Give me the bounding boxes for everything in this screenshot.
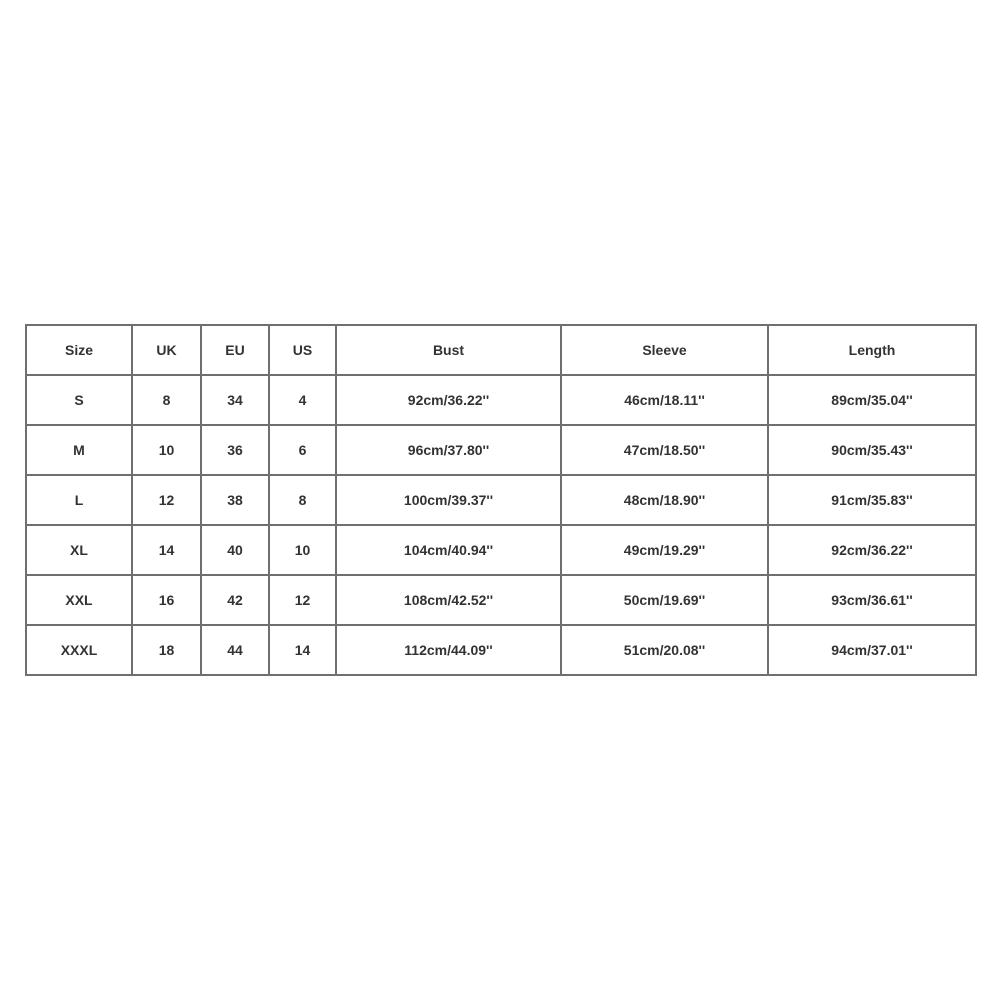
table-row	[26, 525, 976, 575]
table-row	[26, 625, 976, 675]
cell-length: 89cm/35.04''	[768, 375, 976, 425]
cell-eu: 44	[201, 625, 269, 675]
cell-us: 4	[269, 375, 336, 425]
cell-us: 8	[269, 475, 336, 525]
cell-us: 14	[269, 625, 336, 675]
cell-eu: 42	[201, 575, 269, 625]
cell-uk: 8	[132, 375, 201, 425]
cell-eu: 36	[201, 425, 269, 475]
cell-size: M	[26, 425, 132, 475]
cell-length: 94cm/37.01''	[768, 625, 976, 675]
table-row	[26, 425, 976, 475]
cell-bust: 112cm/44.09''	[336, 625, 561, 675]
header-bust: Bust	[336, 325, 561, 375]
cell-uk: 12	[132, 475, 201, 525]
cell-bust: 96cm/37.80''	[336, 425, 561, 475]
cell-sleeve: 49cm/19.29''	[561, 525, 768, 575]
cell-eu: 38	[201, 475, 269, 525]
cell-us: 10	[269, 525, 336, 575]
cell-sleeve: 51cm/20.08''	[561, 625, 768, 675]
cell-sleeve: 50cm/19.69''	[561, 575, 768, 625]
cell-size: XXXL	[26, 625, 132, 675]
cell-eu: 40	[201, 525, 269, 575]
cell-size: XXL	[26, 575, 132, 625]
table-row	[26, 575, 976, 625]
cell-us: 12	[269, 575, 336, 625]
header-size: Size	[26, 325, 132, 375]
table-header-row	[26, 325, 976, 375]
cell-bust: 100cm/39.37''	[336, 475, 561, 525]
cell-uk: 14	[132, 525, 201, 575]
cell-sleeve: 48cm/18.90''	[561, 475, 768, 525]
cell-uk: 16	[132, 575, 201, 625]
header-length: Length	[768, 325, 976, 375]
header-eu: EU	[201, 325, 269, 375]
cell-uk: 10	[132, 425, 201, 475]
cell-bust: 92cm/36.22''	[336, 375, 561, 425]
cell-length: 91cm/35.83''	[768, 475, 976, 525]
cell-uk: 18	[132, 625, 201, 675]
header-sleeve: Sleeve	[561, 325, 768, 375]
size-chart-table	[25, 324, 977, 676]
cell-size: S	[26, 375, 132, 425]
cell-us: 6	[269, 425, 336, 475]
cell-sleeve: 46cm/18.11''	[561, 375, 768, 425]
cell-size: XL	[26, 525, 132, 575]
cell-size: L	[26, 475, 132, 525]
cell-eu: 34	[201, 375, 269, 425]
cell-length: 93cm/36.61''	[768, 575, 976, 625]
cell-length: 90cm/35.43''	[768, 425, 976, 475]
header-uk: UK	[132, 325, 201, 375]
table-row	[26, 375, 976, 425]
cell-length: 92cm/36.22''	[768, 525, 976, 575]
table-row	[26, 475, 976, 525]
cell-bust: 104cm/40.94''	[336, 525, 561, 575]
cell-sleeve: 47cm/18.50''	[561, 425, 768, 475]
header-us: US	[269, 325, 336, 375]
cell-bust: 108cm/42.52''	[336, 575, 561, 625]
